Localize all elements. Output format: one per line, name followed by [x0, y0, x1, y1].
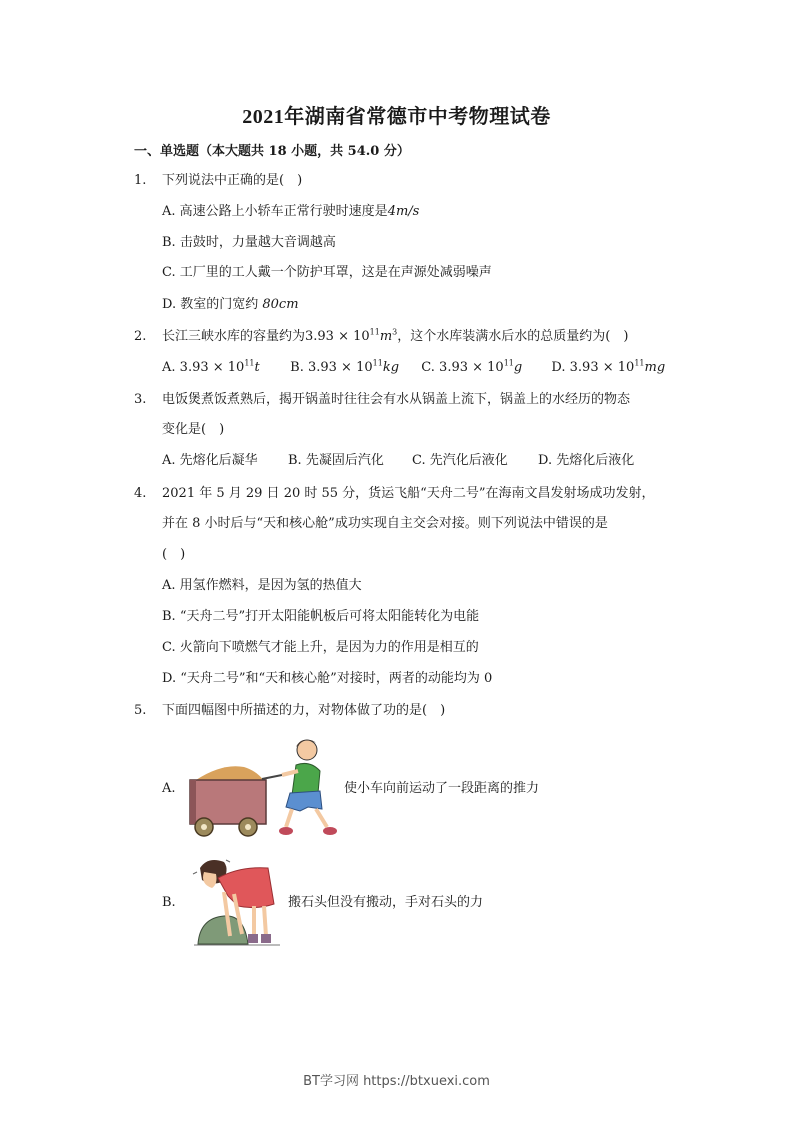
question-stem-line-2: 并在 8 小时后与“天和核心舱”成功实现自主交会对接。则下列说法中错误的是	[162, 516, 608, 531]
exponent: 11	[503, 358, 514, 368]
question-stem-line-2: 变化是( )	[162, 422, 225, 437]
option-d	[551, 359, 665, 377]
option-math: 4m/s	[387, 204, 420, 219]
option-label: A.	[162, 360, 176, 375]
boy-pushing-cart-figure	[182, 735, 342, 840]
exponent: 11	[634, 358, 645, 368]
option-label: A.	[162, 453, 176, 468]
options-row	[162, 359, 665, 377]
exponent: 11	[372, 358, 383, 368]
option-text: 先熔化后凝华	[179, 453, 258, 468]
stem-text: ，这个水库装满水后水的总质量约为( )	[397, 329, 629, 344]
option-a-text: 使小车向前运动了一段距离的推力	[344, 781, 540, 796]
option-b	[288, 452, 412, 470]
option-text: 火箭向下喷燃气才能上升，是因为力的作用是相互的	[179, 640, 479, 655]
question-stem: 下列说法中正确的是( )	[162, 173, 303, 188]
option-label: A.	[162, 204, 176, 219]
option-text: “天舟二号”打开太阳能帆板后可将太阳能转化为电能	[179, 609, 480, 624]
option-text: 教室的门宽约	[180, 297, 263, 312]
option-d	[162, 670, 492, 688]
unit: m	[379, 329, 393, 344]
question-number: 1.	[134, 173, 147, 188]
question-number: 2.	[134, 329, 147, 344]
option-a	[162, 452, 288, 470]
option-math: 80cm	[262, 297, 299, 312]
question-number: 5.	[134, 703, 147, 718]
exponent: 11	[244, 358, 255, 368]
unit: mg	[644, 360, 666, 375]
option-text: 工厂里的工人戴一个防护耳罩，这是在声源处减弱噪声	[179, 265, 492, 280]
page-title: 2021年湖南省常德市中考物理试卷	[242, 106, 551, 128]
unit: g	[513, 360, 523, 375]
section-heading: 一、单选题（本大题共 18 小题，共 54.0 分）	[134, 144, 410, 159]
option-c	[162, 264, 492, 282]
option-d	[162, 296, 299, 314]
option-text: 高速公路上小轿车正常行驶时速度是	[179, 204, 388, 219]
option-label: B.	[162, 609, 176, 624]
question-number: 3.	[134, 392, 147, 407]
option-text: 用氢作燃料，是因为氢的热值大	[179, 578, 362, 593]
stem-text: 长江三峡水库的容量约为3.93 × 10	[162, 329, 370, 344]
question-stem	[162, 328, 628, 346]
option-label: D.	[551, 360, 566, 375]
exponent: 3	[392, 327, 398, 337]
option-label: B.	[290, 360, 304, 375]
option-label: D.	[162, 297, 177, 312]
option-label: D.	[538, 453, 553, 468]
unit: t	[254, 360, 260, 375]
unit: kg	[382, 360, 400, 375]
option-value: 3.93 × 10	[179, 360, 245, 375]
option-value: 3.93 × 10	[439, 360, 504, 375]
option-text: 先凝固后汽化	[305, 453, 384, 468]
option-c	[421, 359, 547, 377]
question-stem: 下面四幅图中所描述的力，对物体做了功的是( )	[162, 703, 446, 718]
option-label: C.	[162, 265, 176, 280]
option-d	[538, 452, 634, 470]
options-row	[162, 452, 634, 470]
option-b	[162, 608, 479, 626]
option-a-label: A.	[162, 781, 176, 796]
option-b	[162, 234, 336, 252]
option-text: 先汽化后液化	[429, 453, 508, 468]
option-label: B.	[288, 453, 302, 468]
option-label: B.	[162, 235, 176, 250]
girl-lifting-rock-figure	[190, 856, 285, 948]
option-a	[162, 577, 362, 595]
option-label: D.	[162, 671, 177, 686]
option-label: A.	[162, 578, 176, 593]
girl-lifting-rock-illustration	[190, 856, 285, 948]
option-value: 3.93 × 10	[307, 360, 373, 375]
boy-pushing-cart-illustration	[182, 735, 342, 840]
question-stem-line-1: 2021 年 5 月 29 日 20 时 55 分，货运飞船“天舟二号”在海南文昌发射场成功发射，	[162, 486, 655, 501]
option-c	[412, 452, 538, 470]
question-number: 4.	[134, 486, 147, 501]
option-a	[162, 359, 286, 377]
footer-watermark: BT学习网 https://btxuexi.com	[303, 1074, 490, 1089]
option-value: 3.93 × 10	[569, 360, 635, 375]
option-b-text: 搬石头但没有搬动，手对石头的力	[288, 895, 484, 910]
option-label: C.	[421, 360, 435, 375]
option-label: C.	[162, 640, 176, 655]
option-label: C.	[412, 453, 426, 468]
exponent: 11	[369, 327, 380, 337]
option-a	[162, 203, 419, 221]
option-c	[162, 639, 479, 657]
option-text: 先熔化后液化	[556, 453, 635, 468]
question-stem-line-1: 电饭煲煮饭煮熟后，揭开锅盖时往往会有水从锅盖上流下，锅盖上的水经历的物态	[162, 392, 631, 407]
option-b	[290, 359, 417, 377]
option-b-label: B.	[162, 895, 176, 910]
option-text: 击鼓时，力量越大音调越高	[179, 235, 336, 250]
option-text: “天舟二号”和“天和核心舱”对接时，两者的动能均为 0	[180, 671, 493, 686]
question-stem-line-3: ( )	[162, 547, 186, 562]
